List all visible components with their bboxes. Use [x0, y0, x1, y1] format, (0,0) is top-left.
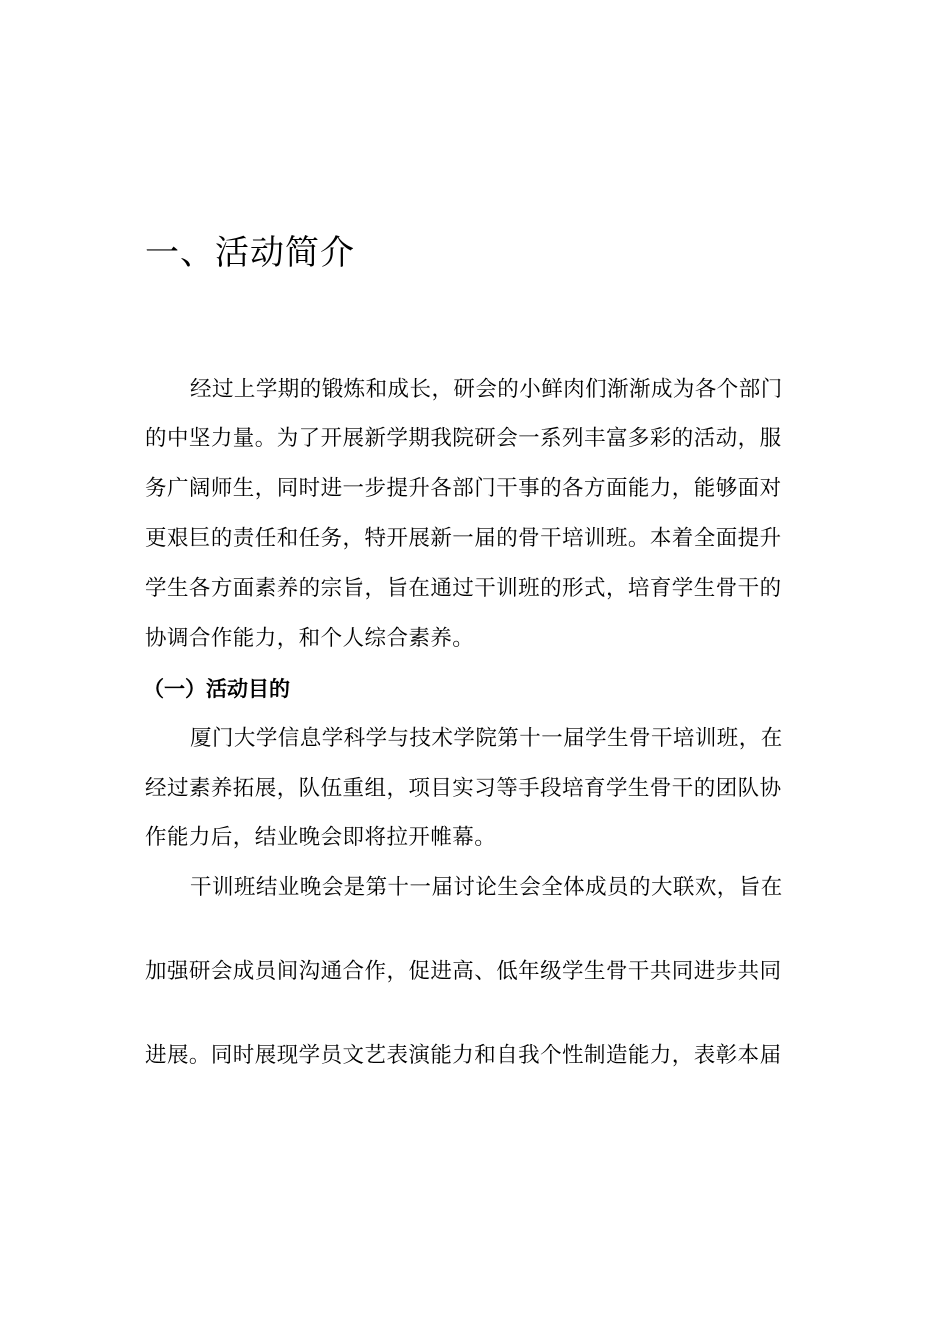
intro-line-6: 协调合作能力，和个人综合素养。 [145, 626, 475, 651]
purpose-line-2: 经过素养拓展，队伍重组，项目实习等手段培育学生骨干的团队协 [145, 776, 782, 801]
intro-line-2: 的中坚力量。为了开展新学期我院研会一系列丰富多彩的活动，服 [145, 426, 782, 451]
purpose-line-1: 厦门大学信息学科学与技术学院第十一届学生骨干培训班，在 [190, 726, 783, 751]
intro-line-4: 更艰巨的责任和任务，特开展新一届的骨干培训班。本着全面提升 [145, 526, 782, 551]
section-heading: 一、活动简介 [145, 233, 355, 273]
purpose-line-3: 作能力后，结业晚会即将拉开帷幕。 [145, 825, 497, 850]
intro-line-3: 务广阔师生，同时进一步提升各部门干事的各方面能力，能够面对 [145, 476, 782, 501]
gala-line-1: 干训班结业晚会是第十一届讨论生会全体成员的大联欢，旨在 [190, 875, 783, 900]
gala-line-3: 进展。同时展现学员文艺表演能力和自我个性制造能力，表彰本届 [145, 1043, 782, 1068]
intro-line-5: 学生各方面素养的宗旨，旨在通过干训班的形式，培育学生骨干的 [145, 576, 782, 601]
subsection-heading: （一）活动目的 [143, 677, 290, 701]
gala-line-2: 加强研会成员间沟通合作，促进高、低年级学生骨干共同进步共同 [145, 959, 782, 984]
intro-line-1: 经过上学期的锻炼和成长，研会的小鲜肉们渐渐成为各个部门 [190, 377, 783, 402]
